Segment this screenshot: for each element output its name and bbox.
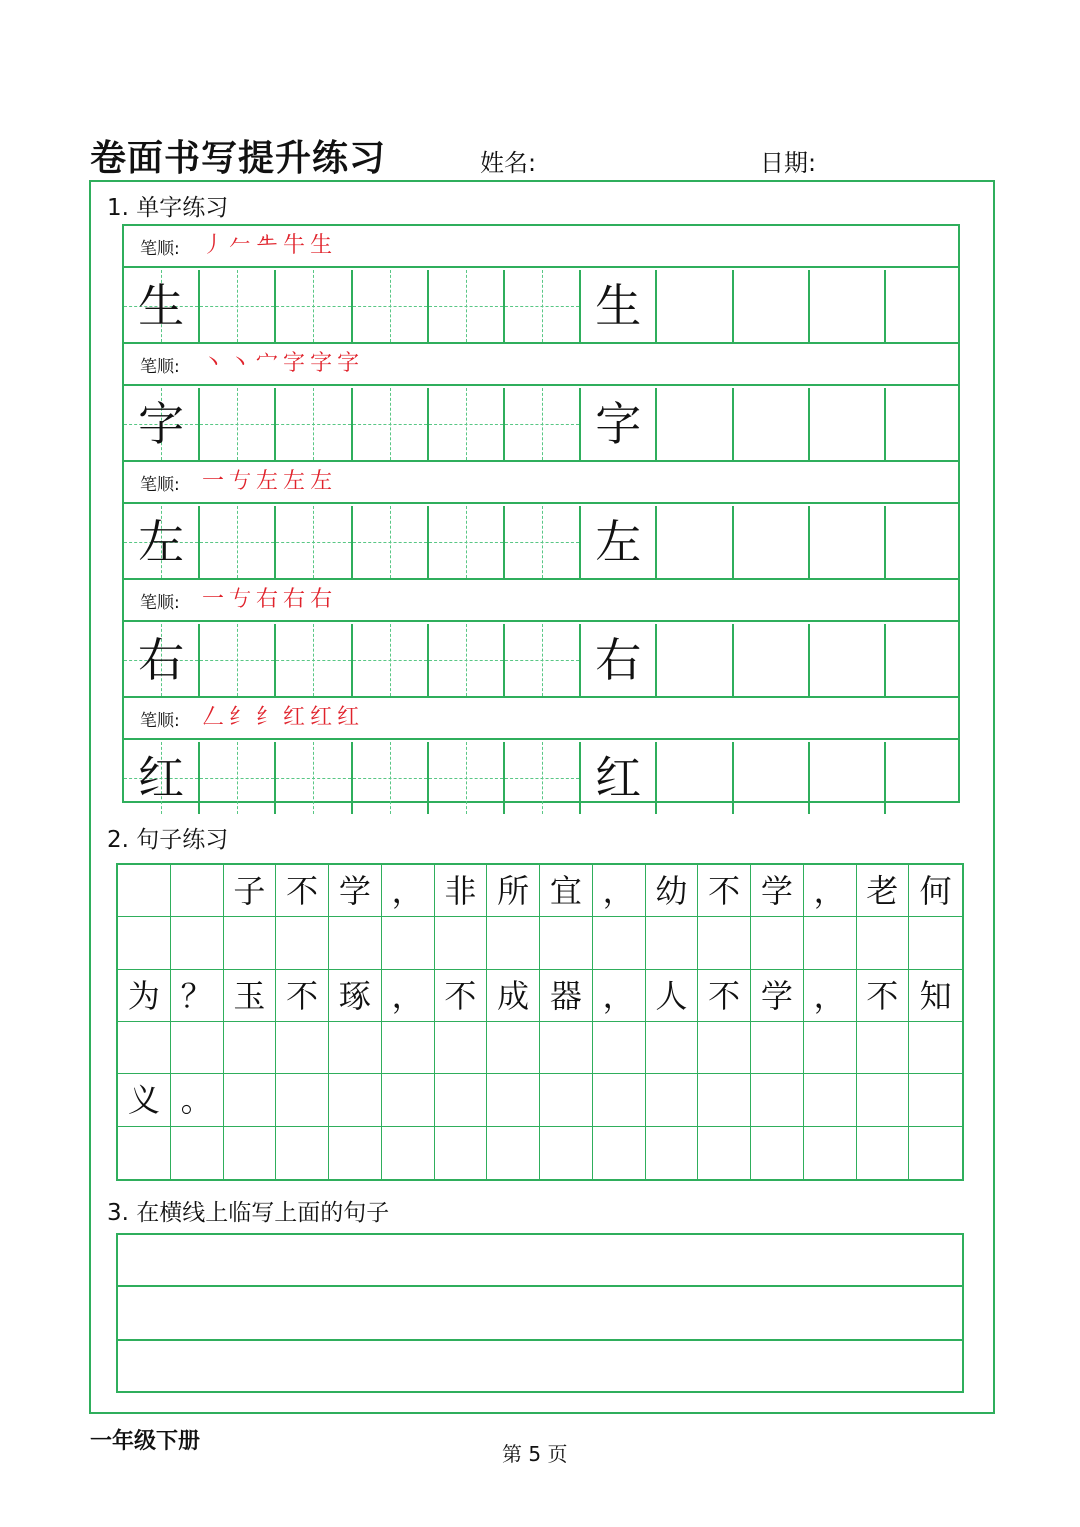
sentence-grid-cell[interactable]: [276, 917, 329, 969]
sentence-grid-cell: 何: [909, 865, 962, 917]
practice-cell[interactable]: [200, 624, 276, 696]
sentence-grid-cell: ，: [382, 970, 435, 1022]
worksheet-title: 卷面书写提升练习: [90, 138, 387, 179]
stroke-step: 𠂉: [229, 233, 257, 258]
sentence-grid-cell: 不: [698, 865, 751, 917]
practice-character: 生: [138, 279, 185, 333]
guide-line-horizontal: [353, 424, 427, 425]
practice-cell[interactable]: [429, 624, 505, 696]
sentence-grid-cell[interactable]: [909, 1022, 962, 1074]
guide-line-horizontal: [200, 778, 274, 779]
stroke-order-row: [124, 344, 958, 386]
sentence-practice-grid: [116, 863, 964, 1181]
sentence-grid-cell[interactable]: [857, 1022, 910, 1074]
practice-cell[interactable]: [353, 624, 429, 696]
practice-character: 字: [595, 397, 642, 451]
date-label: 日期:: [760, 149, 817, 177]
model-character-cell: [124, 742, 200, 814]
sentence-grid-cell[interactable]: [857, 1074, 910, 1126]
sentence-grid-cell[interactable]: [593, 1074, 646, 1126]
practice-cell[interactable]: [353, 388, 429, 460]
practice-character: 右: [138, 633, 185, 687]
stroke-order-row: [124, 580, 958, 622]
sentence-grid-cell: 为: [118, 970, 171, 1022]
sentence-grid-cell[interactable]: [751, 917, 804, 969]
practice-cell[interactable]: [886, 742, 962, 814]
sentence-grid-cell[interactable]: [593, 1022, 646, 1074]
practice-cell[interactable]: [276, 388, 352, 460]
single-character-practice-grid: [122, 224, 960, 803]
stroke-step: 左: [283, 469, 311, 494]
tracing-character-cell: [581, 388, 657, 460]
stroke-step: 宀: [256, 351, 284, 376]
sentence-grid-cell: 义: [118, 1074, 171, 1126]
practice-character: 左: [138, 515, 185, 569]
stroke-step: 𠃋: [202, 705, 230, 730]
tracing-character-cell: [581, 270, 657, 342]
sentence-grid-cell[interactable]: [540, 917, 593, 969]
sentence-grid-cell: ，: [593, 865, 646, 917]
stroke-step: 左: [256, 469, 284, 494]
practice-character: 字: [138, 397, 185, 451]
model-character-cell: [124, 624, 200, 696]
practice-character: 红: [595, 751, 642, 805]
sentence-grid-cell[interactable]: [804, 1127, 857, 1179]
sentence-grid-cell[interactable]: [646, 1127, 699, 1179]
sentence-grid-cell[interactable]: [646, 1074, 699, 1126]
sentence-grid-cell[interactable]: [909, 917, 962, 969]
sentence-grid-cell: 学: [751, 970, 804, 1022]
practice-cell[interactable]: [657, 742, 733, 814]
sentence-grid-cell[interactable]: [118, 865, 171, 917]
sentence-grid-cell[interactable]: [698, 1074, 751, 1126]
stroke-order-sequence: [202, 346, 364, 377]
tracing-character-cell: [581, 742, 657, 814]
sentence-grid-cell[interactable]: [382, 917, 435, 969]
section-title-copy-lines: 3. 在横线上临写上面的句子: [107, 1200, 390, 1226]
sentence-grid-cell[interactable]: [118, 917, 171, 969]
guide-line-horizontal: [276, 542, 350, 543]
sentence-grid-cell: ，: [593, 970, 646, 1022]
sentence-grid-cell: 器: [540, 970, 593, 1022]
guide-line-horizontal: [353, 306, 427, 307]
stroke-step: 一: [202, 469, 230, 494]
stroke-step: 丿: [202, 233, 230, 258]
page-number: 第 5 页: [502, 1442, 568, 1466]
sentence-grid-cell[interactable]: [329, 917, 382, 969]
practice-cell[interactable]: [657, 270, 733, 342]
sentence-grid-cell[interactable]: [487, 1074, 540, 1126]
practice-cell[interactable]: [429, 742, 505, 814]
character-practice-row: [124, 270, 958, 344]
stroke-order-label: 笔顺:: [140, 593, 180, 613]
sentence-grid-cell[interactable]: [593, 1127, 646, 1179]
guide-line-horizontal: [276, 660, 350, 661]
guide-line-horizontal: [200, 542, 274, 543]
sentence-grid-cell: 不: [435, 970, 488, 1022]
guide-line-horizontal: [429, 424, 503, 425]
stroke-order-sequence: [202, 700, 364, 731]
practice-cell[interactable]: [353, 506, 429, 578]
guide-line-horizontal: [505, 542, 579, 543]
practice-character: 左: [595, 515, 642, 569]
sentence-grid-cell: 学: [751, 865, 804, 917]
stroke-step: 丶: [229, 351, 257, 376]
writing-line[interactable]: [118, 1289, 962, 1341]
stroke-step: 右: [283, 587, 311, 612]
stroke-order-row: [124, 698, 958, 740]
practice-cell[interactable]: [505, 506, 581, 578]
stroke-order-label: 笔顺:: [140, 475, 180, 495]
sentence-grid-cell: 幼: [646, 865, 699, 917]
stroke-step: 𠀁: [229, 587, 257, 612]
guide-line-horizontal: [429, 778, 503, 779]
practice-cell[interactable]: [200, 506, 276, 578]
practice-character: 右: [595, 633, 642, 687]
practice-cell[interactable]: [429, 388, 505, 460]
guide-line-horizontal: [505, 306, 579, 307]
stroke-step: 字: [283, 351, 311, 376]
practice-cell[interactable]: [810, 506, 886, 578]
sentence-grid-cell[interactable]: [329, 1127, 382, 1179]
guide-line-horizontal: [200, 424, 274, 425]
model-character-cell: [124, 506, 200, 578]
stroke-step: 字: [310, 351, 338, 376]
character-practice-row: [124, 506, 958, 580]
stroke-step: 纟: [256, 705, 284, 730]
practice-cell[interactable]: [200, 270, 276, 342]
character-practice-row: [124, 388, 958, 462]
practice-cell[interactable]: [734, 624, 810, 696]
sentence-grid-cell[interactable]: [646, 1022, 699, 1074]
sentence-grid-cell[interactable]: [698, 917, 751, 969]
sentence-grid-cell[interactable]: [276, 1022, 329, 1074]
stroke-step: 𠂒: [256, 233, 284, 258]
practice-cell[interactable]: [734, 742, 810, 814]
stroke-order-label: 笔顺:: [140, 239, 180, 259]
practice-cell[interactable]: [353, 270, 429, 342]
practice-cell[interactable]: [200, 742, 276, 814]
stroke-step: 一: [202, 587, 230, 612]
sentence-grid-cell[interactable]: [857, 917, 910, 969]
practice-cell[interactable]: [657, 624, 733, 696]
model-character-cell: [124, 270, 200, 342]
guide-line-horizontal: [353, 542, 427, 543]
guide-line-horizontal: [353, 660, 427, 661]
stroke-step: 右: [310, 587, 338, 612]
sentence-grid-cell[interactable]: [487, 1127, 540, 1179]
stroke-order-label: 笔顺:: [140, 357, 180, 377]
sentence-grid-cell: 不: [698, 970, 751, 1022]
practice-cell[interactable]: [886, 388, 962, 460]
sentence-grid-cell: ？: [171, 970, 224, 1022]
sentence-grid-cell[interactable]: [698, 1022, 751, 1074]
sentence-grid-cell[interactable]: [751, 1127, 804, 1179]
practice-cell[interactable]: [734, 388, 810, 460]
guide-line-horizontal: [505, 424, 579, 425]
sentence-grid-cell[interactable]: [540, 1127, 593, 1179]
stroke-step: 红: [283, 705, 311, 730]
sentence-grid-cell[interactable]: [171, 917, 224, 969]
stroke-step: 红: [310, 705, 338, 730]
guide-line-horizontal: [200, 660, 274, 661]
practice-cell[interactable]: [886, 270, 962, 342]
stroke-step: 牛: [283, 233, 311, 258]
grade-label: 一年级下册: [90, 1429, 201, 1454]
sentence-grid-cell[interactable]: [224, 917, 277, 969]
sentence-grid-cell[interactable]: [909, 1127, 962, 1179]
sentence-grid-cell[interactable]: [382, 1127, 435, 1179]
practice-cell[interactable]: [886, 506, 962, 578]
writing-line[interactable]: [118, 1235, 962, 1287]
sentence-grid-cell[interactable]: [435, 917, 488, 969]
character-practice-row: [124, 742, 958, 816]
sentence-grid-cell: 不: [276, 970, 329, 1022]
sentence-grid-cell[interactable]: [540, 1022, 593, 1074]
practice-cell[interactable]: [734, 506, 810, 578]
sentence-grid-cell[interactable]: [276, 1074, 329, 1126]
practice-cell[interactable]: [810, 270, 886, 342]
guide-line-horizontal: [505, 778, 579, 779]
model-character-cell: [124, 388, 200, 460]
practice-cell[interactable]: [505, 270, 581, 342]
sentence-grid-cell: 琢: [329, 970, 382, 1022]
sentence-grid-cell[interactable]: [224, 1127, 277, 1179]
sentence-grid-cell[interactable]: [751, 1074, 804, 1126]
section-title-single-characters: 1. 单字练习: [107, 195, 229, 221]
practice-cell[interactable]: [505, 388, 581, 460]
sentence-grid-cell[interactable]: [171, 1022, 224, 1074]
sentence-grid-cell[interactable]: [487, 917, 540, 969]
sentence-grid-cell[interactable]: [804, 1074, 857, 1126]
sentence-grid-cell[interactable]: [329, 1022, 382, 1074]
practice-character: 红: [138, 751, 185, 805]
practice-cell[interactable]: [505, 624, 581, 696]
sentence-grid-cell[interactable]: [118, 1127, 171, 1179]
sentence-grid-cell[interactable]: [171, 865, 224, 917]
sentence-grid-cell: 学: [329, 865, 382, 917]
character-practice-row: [124, 624, 958, 698]
sentence-grid-cell[interactable]: [276, 1127, 329, 1179]
copy-writing-lines: [116, 1233, 964, 1393]
guide-line-horizontal: [505, 660, 579, 661]
sentence-grid-cell[interactable]: [382, 1074, 435, 1126]
practice-cell[interactable]: [657, 506, 733, 578]
practice-cell[interactable]: [505, 742, 581, 814]
guide-line-horizontal: [276, 778, 350, 779]
practice-cell[interactable]: [657, 388, 733, 460]
sentence-grid-cell: 知: [909, 970, 962, 1022]
stroke-order-sequence: [202, 228, 337, 259]
stroke-step: 红: [337, 705, 365, 730]
practice-cell[interactable]: [276, 270, 352, 342]
sentence-grid-cell[interactable]: [540, 1074, 593, 1126]
practice-cell[interactable]: [734, 270, 810, 342]
sentence-grid-cell[interactable]: [435, 1022, 488, 1074]
name-label: 姓名:: [480, 149, 537, 177]
practice-cell[interactable]: [353, 742, 429, 814]
sentence-grid-cell[interactable]: [857, 1127, 910, 1179]
guide-line-horizontal: [429, 660, 503, 661]
stroke-order-label: 笔顺:: [140, 711, 180, 731]
sentence-grid-cell[interactable]: [224, 1022, 277, 1074]
guide-line-horizontal: [276, 306, 350, 307]
sentence-grid-cell[interactable]: [382, 1022, 435, 1074]
stroke-step: 丶: [202, 351, 230, 376]
guide-line-horizontal: [200, 306, 274, 307]
guide-line-horizontal: [276, 424, 350, 425]
sentence-grid-cell: 非: [435, 865, 488, 917]
sentence-grid-cell[interactable]: [171, 1127, 224, 1179]
sentence-grid-cell: 子: [224, 865, 277, 917]
practice-character: 生: [595, 279, 642, 333]
sentence-grid-cell: 宜: [540, 865, 593, 917]
practice-cell[interactable]: [810, 742, 886, 814]
sentence-grid-cell: ，: [804, 970, 857, 1022]
sentence-grid-cell: 人: [646, 970, 699, 1022]
guide-line-horizontal: [353, 778, 427, 779]
section-title-sentences: 2. 句子练习: [107, 827, 229, 853]
sentence-grid-cell[interactable]: [435, 1074, 488, 1126]
guide-line-horizontal: [429, 306, 503, 307]
sentence-grid-cell[interactable]: [751, 1022, 804, 1074]
stroke-step: 右: [256, 587, 284, 612]
sentence-grid-cell[interactable]: [909, 1074, 962, 1126]
sentence-grid-cell: 玉: [224, 970, 277, 1022]
sentence-grid-cell: 不: [857, 970, 910, 1022]
sentence-grid-cell: 所: [487, 865, 540, 917]
practice-cell[interactable]: [429, 270, 505, 342]
stroke-step: 纟: [229, 705, 257, 730]
practice-cell[interactable]: [810, 388, 886, 460]
practice-cell[interactable]: [276, 506, 352, 578]
stroke-order-sequence: [202, 582, 337, 613]
sentence-grid-cell[interactable]: [804, 1022, 857, 1074]
practice-cell[interactable]: [200, 388, 276, 460]
sentence-grid-cell[interactable]: [224, 1074, 277, 1126]
tracing-character-cell: [581, 624, 657, 696]
guide-line-horizontal: [429, 542, 503, 543]
sentence-grid-cell: 。: [171, 1074, 224, 1126]
practice-cell[interactable]: [810, 624, 886, 696]
stroke-order-row: [124, 226, 958, 268]
sentence-grid-cell: 老: [857, 865, 910, 917]
practice-cell[interactable]: [276, 742, 352, 814]
stroke-step: 生: [310, 233, 338, 258]
sentence-grid-cell: 不: [276, 865, 329, 917]
sentence-grid-cell: 成: [487, 970, 540, 1022]
practice-cell[interactable]: [276, 624, 352, 696]
sentence-grid-cell[interactable]: [698, 1127, 751, 1179]
sentence-grid-cell[interactable]: [646, 917, 699, 969]
sentence-grid-cell[interactable]: [487, 1022, 540, 1074]
stroke-order-row: [124, 462, 958, 504]
stroke-step: 左: [310, 469, 338, 494]
sentence-grid-cell[interactable]: [329, 1074, 382, 1126]
sentence-grid-cell: ，: [804, 865, 857, 917]
sentence-grid-cell[interactable]: [804, 917, 857, 969]
tracing-character-cell: [581, 506, 657, 578]
sentence-grid-cell[interactable]: [593, 917, 646, 969]
sentence-grid-cell[interactable]: [435, 1127, 488, 1179]
sentence-grid-cell[interactable]: [118, 1022, 171, 1074]
sentence-grid-cell: ，: [382, 865, 435, 917]
stroke-step: 字: [337, 351, 365, 376]
stroke-order-sequence: [202, 464, 337, 495]
stroke-step: 𠀁: [229, 469, 257, 494]
writing-line[interactable]: [118, 1343, 962, 1395]
practice-cell[interactable]: [429, 506, 505, 578]
practice-cell[interactable]: [886, 624, 962, 696]
